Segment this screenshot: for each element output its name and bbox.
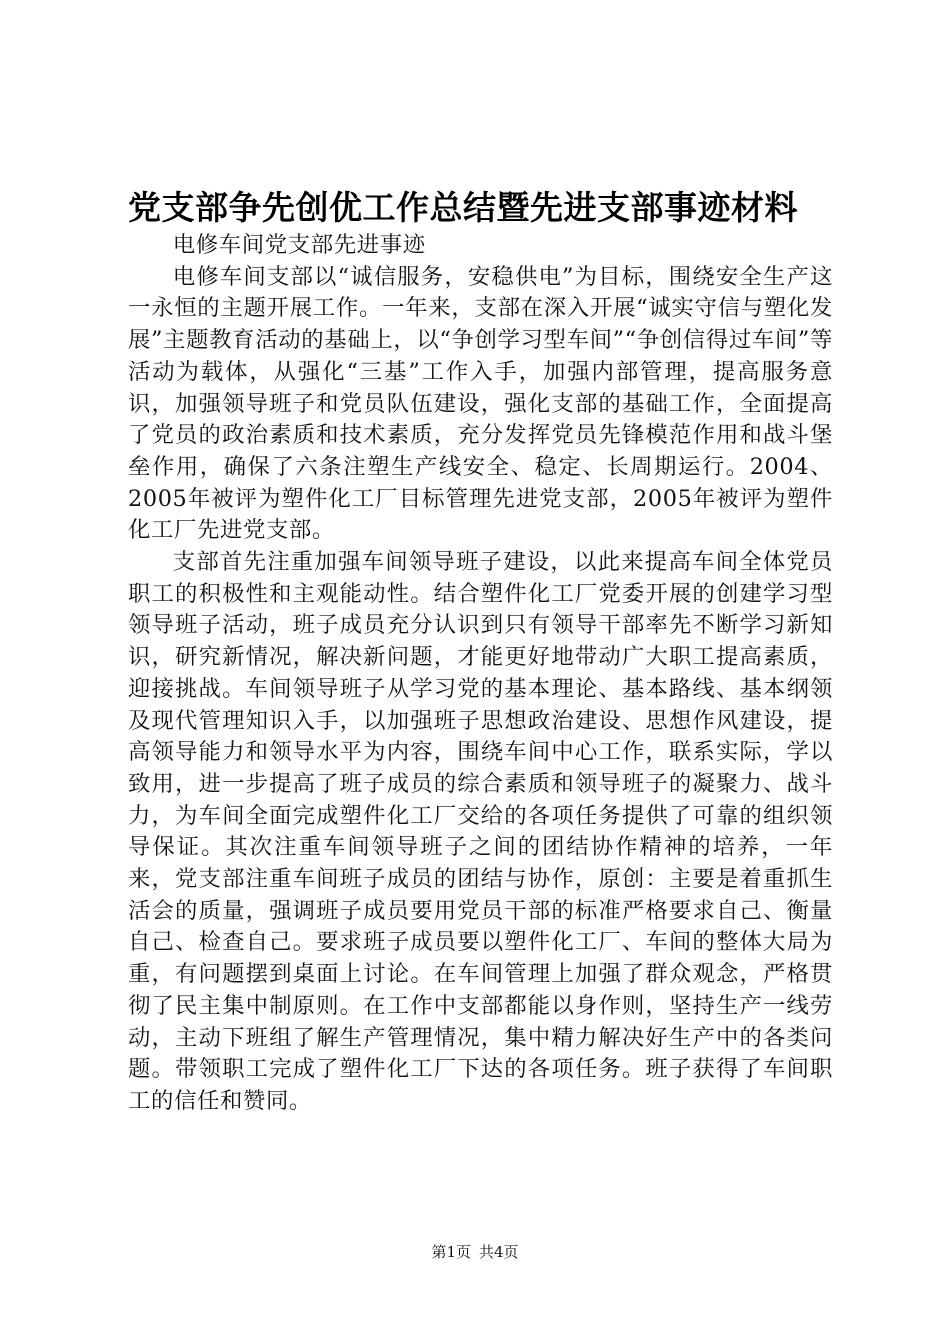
page-number: 第1页 xyxy=(431,1243,471,1261)
document-body xyxy=(128,230,833,1118)
body-paragraph: 支部首先注重加强车间领导班子建设，以此来提高车间全体党员职工的积极性和主观能动性。结合塑件化工厂党委开展的创建学习型领导班子活动，班子成员充分认识到只有领导干部率先不断学习新知识，研究新情况，解决新问题，才能更好地带动广大职工提高素质，迎接挑战。车间领导班子从学习党的基本理论、基本路线、基本纲领及现代管理知识入手，以加强班子思想政治建设、思想作风建设，提高领导能力和领导水平为内容，围绕车间中心工作，联系实际，学以致用，进一步提高了班子成员的综合素质和领导班子的凝聚力、战斗力，为车间全面完成塑件化工厂交给的各项任务提供了可靠的组织领导保证。其次注重车间领导班子之间的团结协作精神的培养，一年来，党支部注重车间班子成员的团结与协作，原创：主要是着重抓生活会的质量，强调班子成员要用党员干部的标准严格要求自己、衡量自己、检查自己。要求班子成员要以塑件化工厂、车间的整体大局为重，有问题摆到桌面上讨论。在车间管理上加强了群众观念，严格贯彻了民主集中制原则。在工作中支部都能以身作则，坚持生产一线劳动，主动下班组了解生产管理情况，集中精力解决好生产中的各类问题。带领职工完成了塑件化工厂下达的各项任务。班子获得了车间职工的信任和赞同。 xyxy=(128,549,833,1114)
page-total: 共4页 xyxy=(479,1243,519,1261)
body-paragraph: 电修车间支部以“诚信服务，安稳供电”为目标，围绕安全生产这一永恒的主题开展工作。一年来，支部在深入开展“诚实守信与塑化发展”主题教育活动的基础上，以“争创学习型车间”“争创信得过车间”等活动为载体，从强化“三基”工作入手，加强内部管理，提高服务意识，加强领导班子和党员队伍建设，强化支部的基础工作，全面提高了党员的政治素质和技术素质，充分发挥党员先锋模范作用和战斗堡垒作用，确保了六条注塑生产线安全、稳定、长周期运行。2004、2005年被评为塑件化工厂目标管理先进党支部，2005年被评为塑件化工厂先进党支部。 xyxy=(128,263,833,544)
section-heading: 电修车间党支部先进事迹 xyxy=(172,232,426,258)
document-title: 党支部争先创优工作总结暨先进支部事迹材料 xyxy=(128,188,798,227)
page-footer xyxy=(0,1242,950,1262)
